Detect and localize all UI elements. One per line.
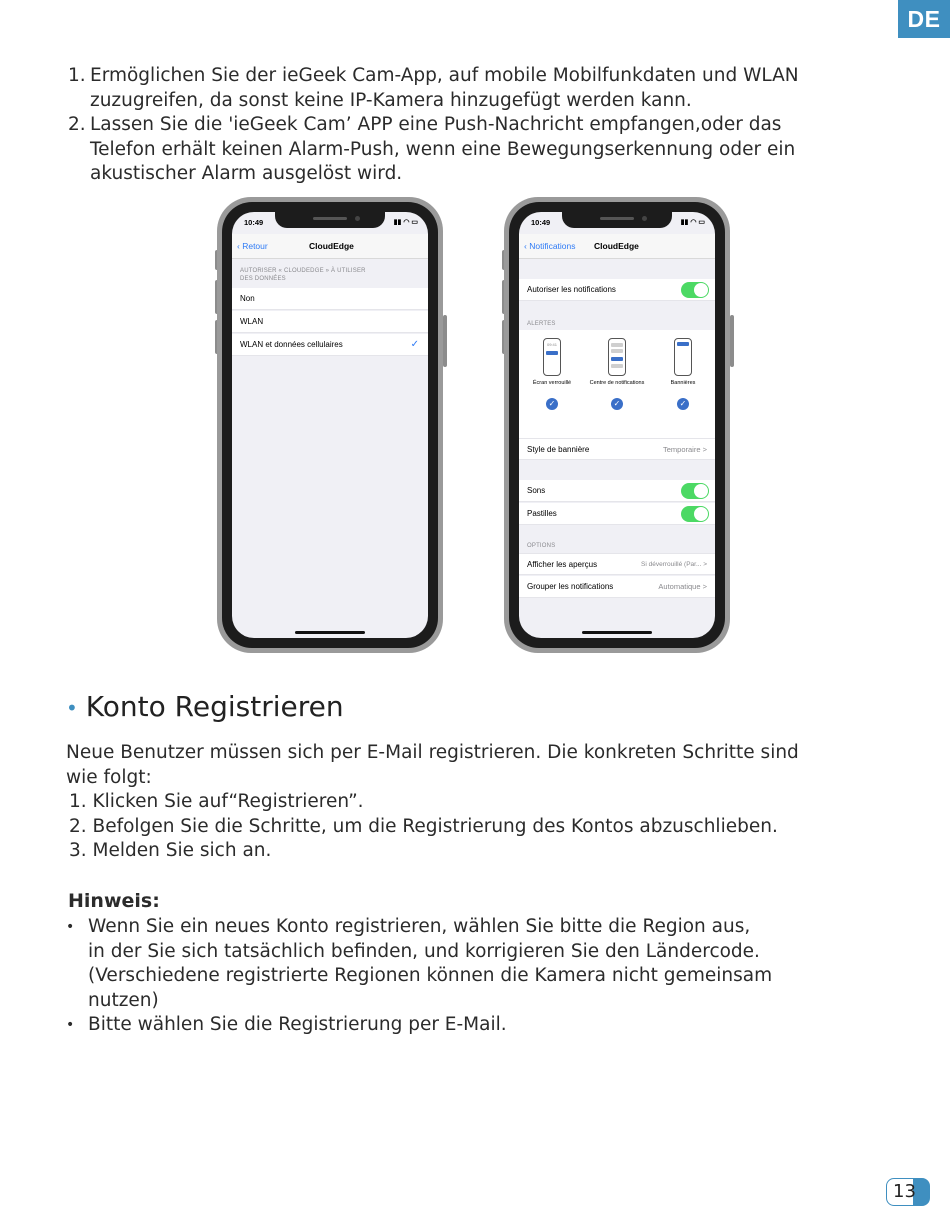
phone-side-button: [443, 315, 447, 367]
checkmark-icon: ✓: [410, 339, 419, 350]
checkmark-icon: ✓: [611, 398, 623, 410]
row-value: Automatique: [658, 582, 701, 591]
phone-side-button: [730, 315, 734, 367]
registration-body: [66, 741, 886, 864]
note-line: in der Sie sich tatsächlich befinden, und korrigieren Sie den Ländercode.: [88, 940, 760, 962]
alerts-header: ALERTES: [527, 321, 556, 327]
back-label: Notifications: [529, 241, 576, 251]
row-label: Grouper les notifications: [527, 582, 614, 591]
section-header: [240, 267, 366, 283]
nav-bar: [232, 234, 428, 259]
signal-wifi-battery-icon: ▮▮ ◠ ▭: [680, 219, 705, 226]
phone-frame: [217, 197, 443, 653]
notes-list: [66, 915, 886, 1038]
note-line: (Verschiedene registrierte Regionen können die Kamera nicht gemeinsam: [88, 965, 773, 986]
row-value: Temporaire: [663, 445, 701, 454]
sounds-toggle[interactable]: [681, 483, 709, 499]
alert-label: Bannières: [670, 380, 696, 386]
nav-bar: [519, 234, 715, 259]
row-label: Style de bannière: [527, 445, 590, 454]
note-item: [66, 1013, 886, 1038]
home-indicator: [295, 631, 365, 634]
bullet-dot: •: [66, 696, 78, 720]
option-row-wlan-cellular[interactable]: [232, 334, 428, 356]
phone-frame: [504, 197, 730, 653]
row-label: Sons: [527, 486, 546, 495]
status-time: 10:49: [531, 218, 551, 227]
body-line: Neue Benutzer müssen sich per E-Mail registrieren. Die konkreten Schritte sind: [66, 742, 799, 763]
intro-item-number: 2.: [68, 114, 86, 135]
alert-banners[interactable]: [653, 338, 713, 410]
intro-line: Telefon erhält keinen Alarm-Push, wenn eine Bewegungserkennung oder ein: [90, 138, 796, 160]
alert-label: Écran verrouillé: [532, 380, 572, 386]
intro-line: Lassen Sie die 'ieGeek Cam’ APP eine Push-Nachricht empfangen,oder das: [90, 114, 782, 135]
allow-notifications-row[interactable]: [519, 279, 715, 301]
signal-wifi-battery-icon: ▮▮ ◠ ▭: [393, 219, 418, 226]
banners-icon: [674, 338, 692, 376]
row-value: Si déverrouillé (Par...: [641, 561, 702, 568]
group-notifications-row[interactable]: [519, 576, 715, 598]
step-item: 2. Befolgen Sie die Schritte, um die Registrierung des Kontos abzuschlieben.: [69, 815, 778, 837]
section-header-line: DES DONNÉES: [240, 276, 286, 282]
page-number: 13: [893, 1181, 916, 1202]
option-label: WLAN: [240, 317, 264, 326]
row-label: Pastilles: [527, 509, 557, 518]
option-row-non[interactable]: [232, 288, 428, 310]
status-time: 10:49: [244, 218, 264, 227]
intro-item-2: [68, 113, 888, 187]
checkmark-icon: ✓: [677, 398, 689, 410]
back-button[interactable]: ‹ Notifications: [524, 241, 576, 251]
option-label: WLAN et données cellulaires: [240, 340, 343, 349]
status-bar: [531, 218, 705, 227]
option-label: Non: [240, 294, 255, 303]
registration-steps: [69, 790, 886, 864]
back-label: Retour: [242, 241, 268, 251]
intro-item-1: [68, 64, 888, 113]
phone-screen: [232, 212, 428, 638]
allow-notifications-toggle[interactable]: [681, 282, 709, 298]
intro-line: akustischer Alarm ausgelöst wird.: [90, 163, 403, 184]
checkmark-icon: ✓: [546, 398, 558, 410]
notification-center-icon: [608, 338, 626, 376]
badges-toggle[interactable]: [681, 506, 709, 522]
alert-notification-center[interactable]: [587, 338, 647, 410]
page-number-badge: [886, 1178, 930, 1206]
section-header-line: AUTORISER « CLOUDEDGE » À UTILISER: [240, 268, 366, 274]
language-tab: DE: [898, 0, 950, 38]
back-button[interactable]: ‹ Retour: [237, 241, 268, 251]
chevron-right-icon: >: [702, 582, 707, 591]
chevron-right-icon: >: [703, 561, 707, 568]
options-header: OPTIONS: [527, 543, 556, 549]
sounds-row[interactable]: [519, 480, 715, 502]
bullet-icon: •: [66, 919, 75, 935]
option-row-wlan[interactable]: [232, 311, 428, 333]
phone-screen: [519, 212, 715, 638]
badges-row[interactable]: [519, 503, 715, 525]
alert-styles-panel: [519, 330, 715, 439]
body-line: wie folgt:: [66, 766, 152, 788]
home-indicator: [582, 631, 652, 634]
note-heading: Hinweis:: [68, 890, 160, 912]
show-previews-row[interactable]: [519, 553, 715, 575]
nav-title: CloudEdge: [594, 241, 639, 251]
note-item: [66, 915, 886, 1013]
note-line: Bitte wählen Sie die Registrierung per E-Mail.: [88, 1014, 507, 1035]
chevron-right-icon: >: [702, 445, 707, 454]
row-label: Autoriser les notifications: [527, 285, 616, 294]
banner-style-row[interactable]: [519, 438, 715, 460]
note-line: Wenn Sie ein neues Konto registrieren, wählen Sie bitte die Region aus,: [88, 916, 751, 937]
intro-list: [68, 64, 888, 187]
lock-screen-icon: [543, 338, 561, 376]
intro-line: zuzugreifen, da sonst keine IP-Kamera hinzugefügt werden kann.: [90, 89, 692, 111]
section-title-text: Konto Registrieren: [85, 690, 344, 723]
status-bar: [244, 218, 418, 227]
step-item: 1. Klicken Sie auf“Registrieren”.: [69, 791, 364, 812]
alert-lock-screen[interactable]: [522, 338, 582, 410]
section-title: [66, 690, 344, 723]
intro-line: Ermöglichen Sie der ieGeek Cam-App, auf mobile Mobilfunkdaten und WLAN: [90, 65, 799, 86]
note-line: nutzen): [88, 989, 159, 1011]
bullet-icon: •: [66, 1017, 75, 1033]
row-label: Afficher les aperçus: [527, 560, 598, 569]
mini-time: 09:41: [546, 342, 557, 347]
step-item: 3. Melden Sie sich an.: [69, 840, 272, 861]
alert-label: Centre de notifications: [589, 380, 645, 386]
intro-item-number: 1.: [68, 65, 86, 86]
nav-title: CloudEdge: [309, 241, 354, 251]
